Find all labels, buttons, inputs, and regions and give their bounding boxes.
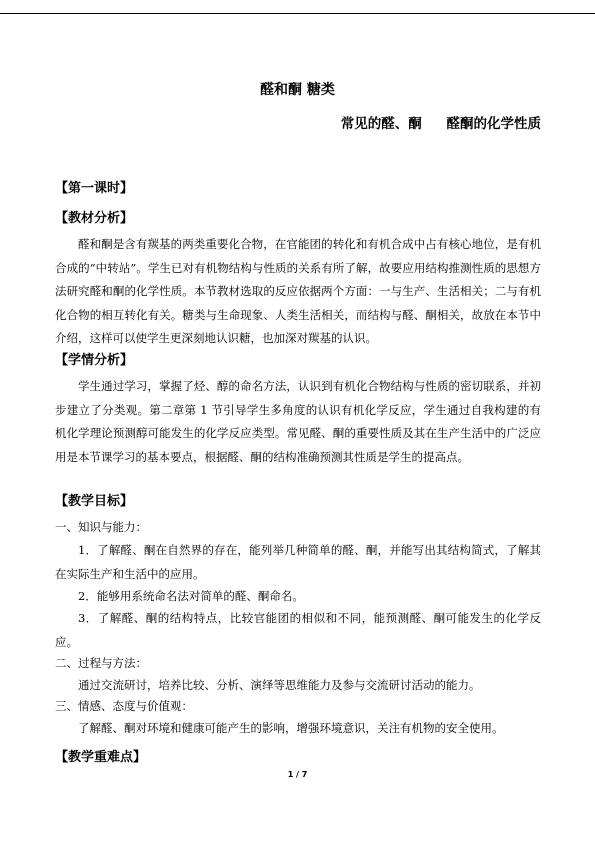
material-analysis-heading: 【教材分析】 — [55, 211, 134, 226]
student-analysis-text: 学生通过学习，掌握了烃、醇的命名方法，认识到有机化合物结构与性质的密切联系，并初步建立了分类观。第二章第 1 节引导学生多角度的认识有机化学反应，学生通过自我构建的有机化学理论预测醇可能发生的化学反应类型。常见醛、酮的重要性质及其在生产生活中的广泛应用是本节课学习的基本要点，根据醛、酮的结构准确预测其性质是学生的提高点。 — [55, 379, 541, 464]
page-number: 1 / 7 — [287, 770, 308, 779]
goal-attitude-text: 了解醛、酮对环境和健康可能产生的影响，增强环境意识，关注有机物的安全使用。 — [78, 721, 504, 735]
goal-item-2: 2．能够用系统命名法对简单的醛、酮命名。 — [78, 589, 304, 603]
student-analysis-heading: 【学情分析】 — [55, 353, 134, 368]
material-analysis-text: 醛和酮是含有羰基的两类重要化合物，在官能团的转化和有机合成中占有核心地位，是有机合成的“中转站”。学生已对有机物结构与性质的关系有所了解，故要应用结构推测性质的思想方法研究醛和酮的化学性质。本节教材选取的反应依据两个方面：一与生产、生活相关；二与有机化合物的相互转化有关。糖类与生命现象、人类生活相关，而结构与醛、酮相关，故放在本节中介绍，这样可以使学生更深刻地认识糖，也加深对羰基的认识。 — [55, 237, 541, 345]
lesson-heading: 【第一课时】 — [55, 181, 134, 196]
goal-process-heading: 二、过程与方法： — [55, 656, 147, 670]
goal-knowledge-heading: 一、知识与能力： — [55, 520, 147, 534]
key-points-heading: 【教学重难点】 — [55, 750, 147, 765]
goal-attitude-heading: 三、情感、态度与价值观： — [55, 699, 193, 713]
document-subtitle: 常见的醛、酮 醛酮的化学性质 — [340, 116, 541, 132]
header-rule — [0, 13, 595, 14]
goal-item-1: 1．了解醛、酮在自然界的存在，能列举几种简单的醛、酮，并能写出其结构简式，了解其在实际生产和生活中的应用。 — [55, 543, 541, 581]
document-title: 醛和酮 糖类 — [260, 82, 335, 98]
goal-item-3: 3．了解醛、酮的结构特点，比较官能团的相似和不同，能预测醛、酮可能发生的化学反应。 — [55, 611, 541, 649]
teaching-goals-heading: 【教学目标】 — [55, 494, 134, 509]
goal-process-text: 通过交流研讨，培养比较、分析、演绎等思维能力及参与交流研讨活动的能力。 — [78, 678, 481, 692]
